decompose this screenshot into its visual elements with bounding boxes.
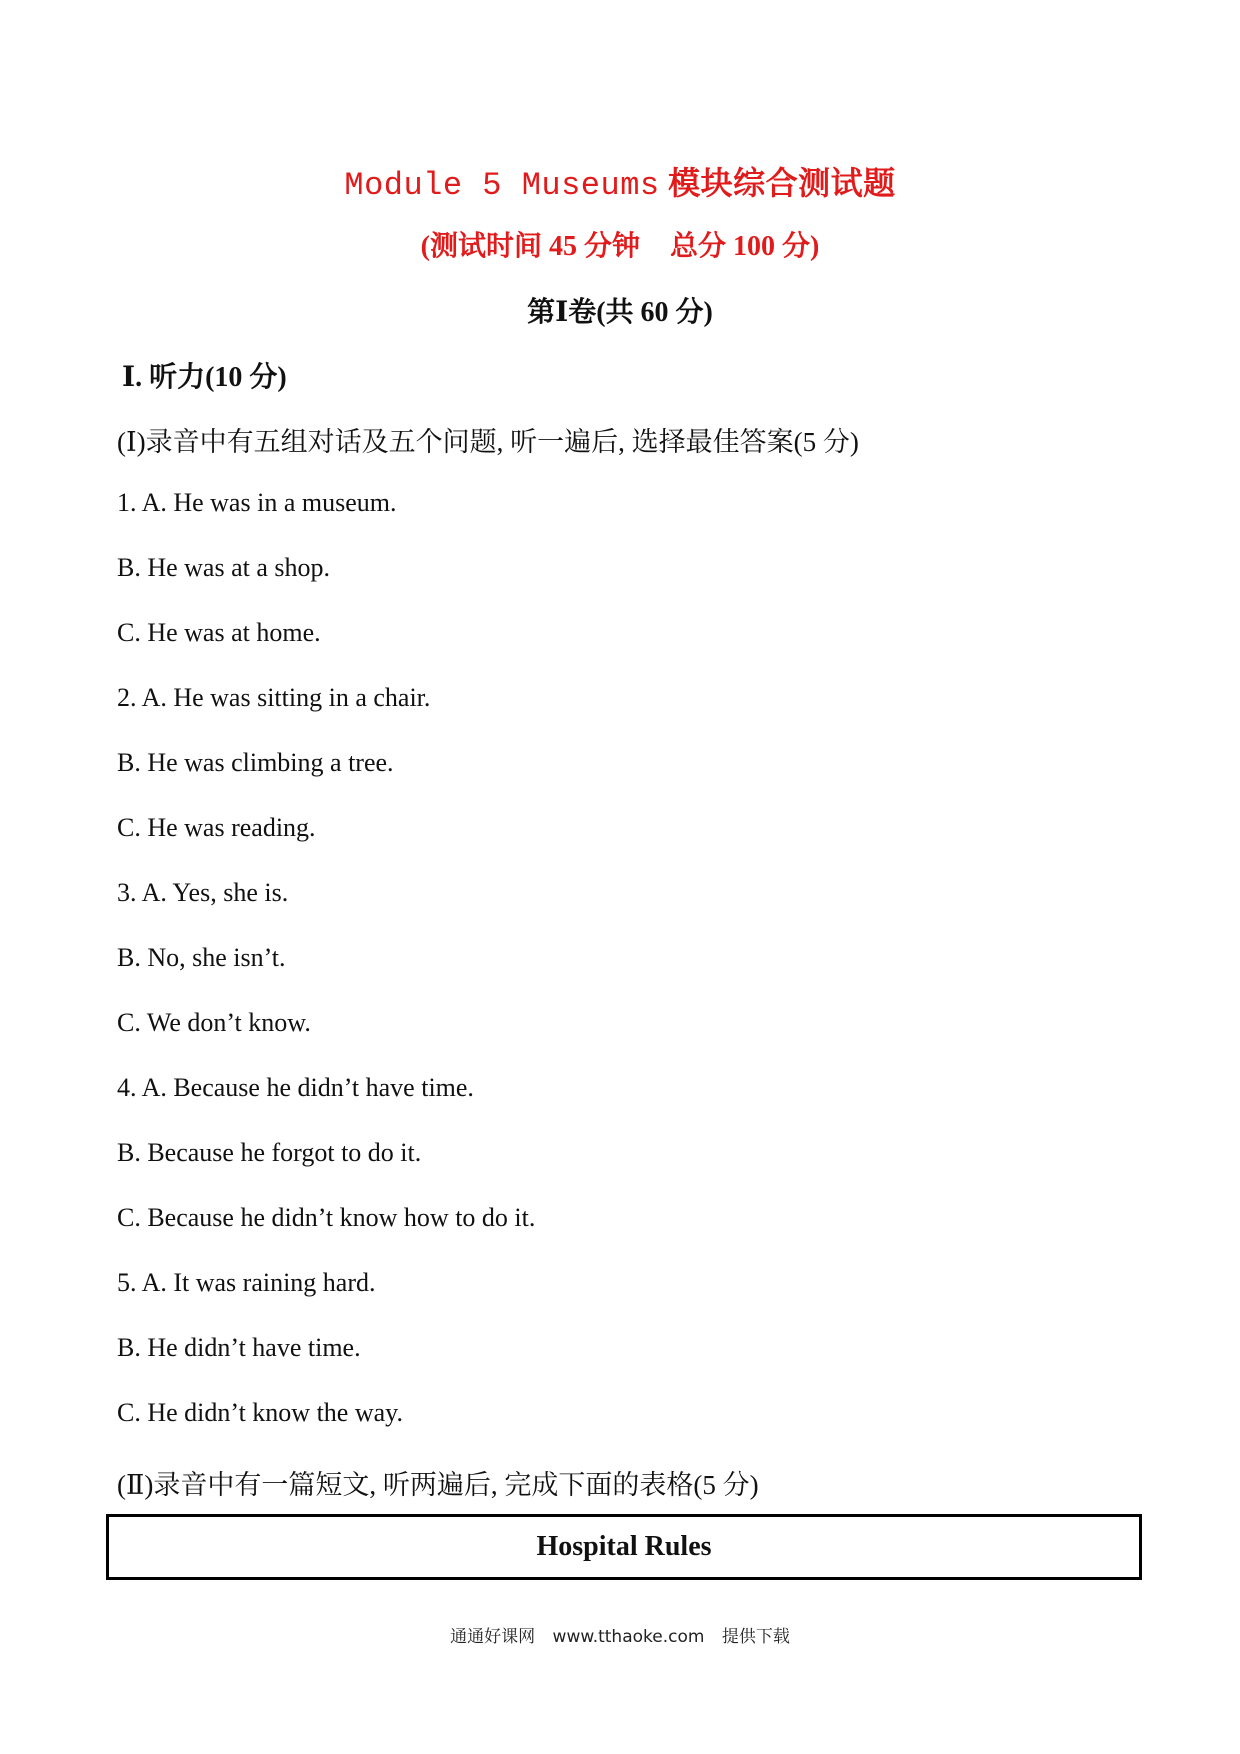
- option-5b: B. He didn’t have time.: [117, 1333, 361, 1362]
- option-3b: B. No, she isn’t.: [117, 943, 286, 972]
- footer-url: www.tthaoke.com: [552, 1627, 705, 1647]
- footer-suffix: 提供下载: [721, 1627, 790, 1647]
- option-1c: C. He was at home.: [117, 618, 321, 647]
- option-1b: B. He was at a shop.: [117, 553, 331, 582]
- option-4b: B. Because he forgot to do it.: [117, 1138, 422, 1167]
- option-4a: 4. A. Because he didn’t have time.: [117, 1073, 474, 1102]
- instruction-part-2: (Ⅱ)录音中有一篇短文, 听两遍后, 完成下面的表格(5 分): [117, 1470, 759, 1500]
- test-time: (测试时间 45 分钟: [420, 231, 640, 262]
- option-2a: 2. A. He was sitting in a chair.: [117, 683, 431, 712]
- option-5a: 5. A. It was raining hard.: [117, 1268, 376, 1297]
- option-2c: C. He was reading.: [117, 813, 316, 842]
- option-4c: C. Because he didn’t know how to do it.: [117, 1203, 536, 1232]
- instruction-part-1: (Ⅰ)录音中有五组对话及五个问题, 听一遍后, 选择最佳答案(5 分): [117, 427, 859, 457]
- option-2b: B. He was climbing a tree.: [117, 748, 394, 777]
- part-label: 第Ⅰ卷(共 60 分): [527, 297, 713, 328]
- page-footer: [0, 1622, 1240, 1647]
- document-title: [0, 158, 1240, 204]
- option-5c: C. He didn’t know the way.: [117, 1398, 403, 1427]
- option-3c: C. We don’t know.: [117, 1008, 311, 1037]
- footer-site-name: 通通好课网: [450, 1627, 536, 1647]
- title-chinese: 模块综合测试题: [668, 165, 896, 201]
- hospital-rules-table: [106, 1514, 1142, 1580]
- option-3a: 3. A. Yes, she is.: [117, 878, 289, 907]
- test-info: [0, 224, 1240, 264]
- option-1a: 1. A. He was in a museum.: [117, 488, 397, 517]
- title-module: Module 5 Museums: [344, 167, 660, 204]
- section-heading-listening: Ⅰ. 听力(10 分): [122, 362, 287, 393]
- total-score: 总分 100 分): [670, 231, 820, 262]
- table-title: Hospital Rules: [536, 1531, 712, 1562]
